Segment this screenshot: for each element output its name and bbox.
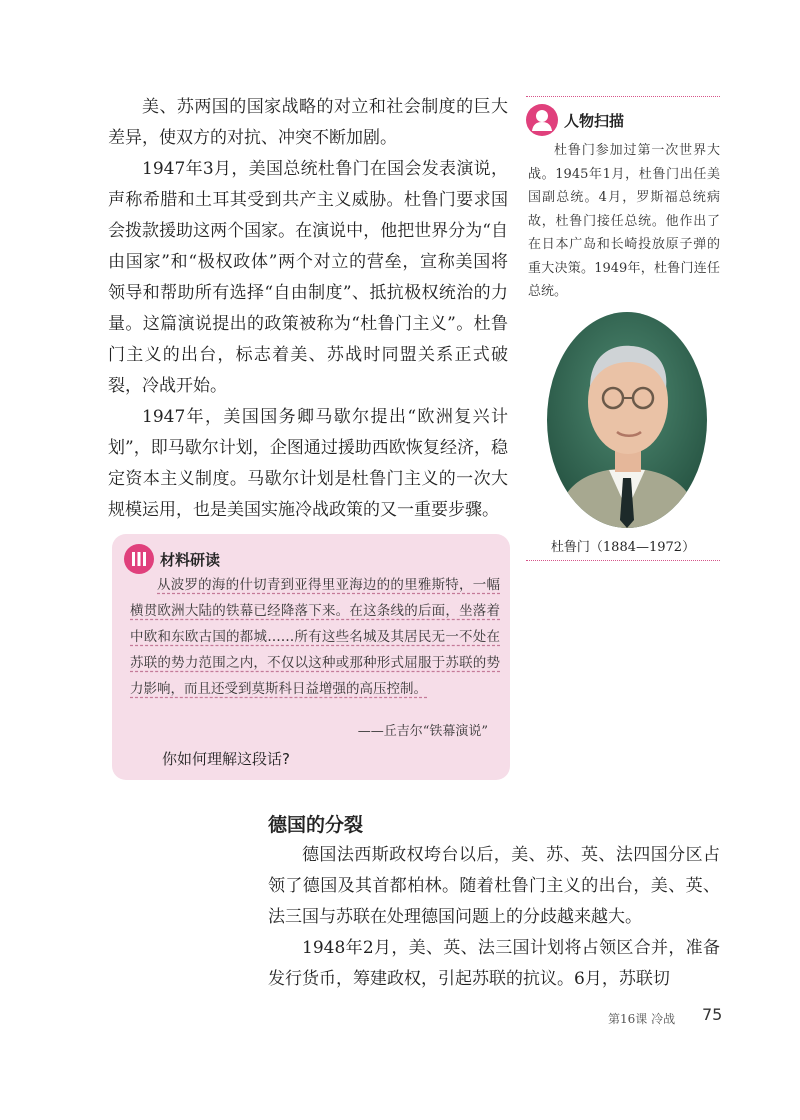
person-scan-sidebar [526, 96, 720, 304]
paragraph-3: 1947年，美国国务卿马歇尔提出“欧洲复兴计划”，即马歇尔计划，企图通过援助西欧恢复经济，稳定资本主义制度。马歇尔计划是杜鲁门主义的一次大规模运用，也是美国实施冷战政策的又一重要步骤。 [108, 407, 508, 520]
material-title: 材料研读 [160, 550, 221, 569]
material-header [124, 544, 220, 574]
main-text-column [108, 92, 508, 526]
material-quote-text: 从波罗的海的什切青到亚得里亚海边的的里雅斯特，一幅横贯欧洲大陆的铁幕已经降落下来。在这条线的后面，坐落着中欧和东欧古国的都城……所有这些名城及其居民无一不处在苏联的势力范围之内，不仅以这种或那种形式屈服于苏联的势力影响，而且还受到莫斯科日益增强的高压控制。 [130, 577, 500, 697]
section-paragraph-1: 德国法西斯政权垮台以后，美、苏、英、法四国分区占领了德国及其首都柏林。随着杜鲁门主义的出台，美、英、法三国与苏联在处理德国问题上的分歧越来越大。 [268, 845, 720, 927]
material-reading-box [112, 534, 510, 780]
sidebar-header [526, 101, 720, 139]
sidebar-title: 人物扫描 [564, 111, 625, 130]
section-text-column [268, 840, 720, 995]
book-pages-icon [124, 544, 154, 574]
sidebar-top-divider [526, 96, 720, 97]
material-question: 你如何理解这段话? [162, 750, 290, 768]
paragraph-2: 1947年3月，美国总统杜鲁门在国会发表演说，声称希腊和土耳其受到共产主义威胁。杜鲁门要求国会拨款援助这两个国家。在演说中，他把世界分为“自由国家”和“极权政体”两个对立的营垒，宣称美国将领导和帮助所有选择“自由制度”、抵抗极权统治的力量。这篇演说提出的政策被称为“杜鲁门主义”。杜鲁门主义的出台，标志着美、苏战时同盟关系正式破裂，冷战开始。 [108, 159, 508, 396]
paragraph-1: 美、苏两国的国家战略的对立和社会制度的巨大差异，使双方的对抗、冲突不断加剧。 [108, 97, 508, 148]
material-quote [130, 572, 500, 702]
sidebar-bottom-divider [526, 560, 720, 561]
section-paragraph-2: 1948年2月，美、英、法三国计划将占领区合并，准备发行货币，筹建政权，引起苏联的抗议。6月，苏联切 [268, 938, 720, 989]
lesson-label: 第16课 冷战 [608, 1012, 676, 1026]
portrait-caption: 杜鲁门（1884—1972） [550, 540, 696, 555]
page-number: 75 [702, 1005, 723, 1024]
truman-portrait [545, 310, 709, 530]
sidebar-text: 杜鲁门参加过第一次世界大战。1945年1月，杜鲁门出任美国副总统。4月，罗斯福总统病故，杜鲁门接任总统。他作出了在日本广岛和长崎投放原子弹的重大决策。1949年，杜鲁门连任总统。 [528, 143, 720, 299]
material-source: ——丘吉尔“铁幕演说” [357, 724, 488, 739]
section-title: 德国的分裂 [268, 814, 364, 836]
person-icon [526, 104, 558, 136]
